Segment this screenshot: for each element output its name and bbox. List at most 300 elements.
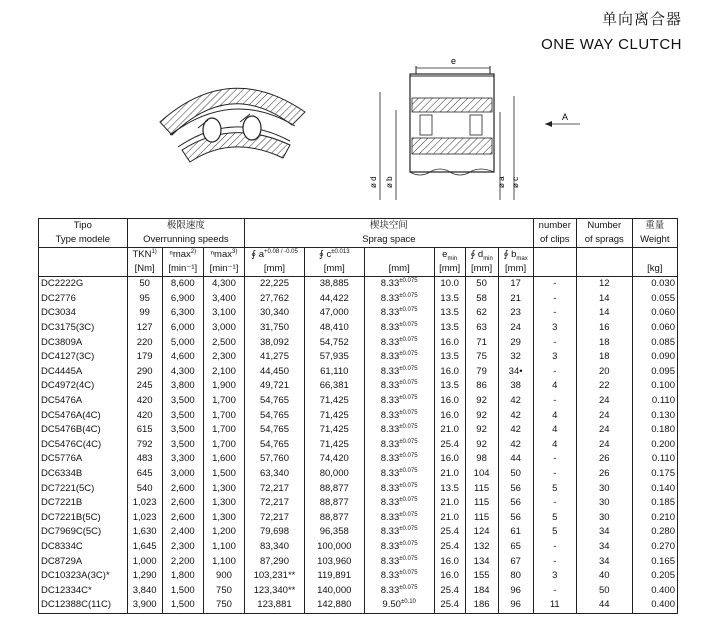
cell-clips: 4 [533, 423, 576, 438]
cell-a: 54,765 [245, 438, 305, 453]
cell-d: 50 [465, 277, 498, 292]
cell-clips: - [533, 292, 576, 307]
cell-w: 0.060 [632, 306, 677, 321]
cell-a: 72,217 [245, 511, 305, 526]
cell-b: 61 [498, 525, 533, 540]
cell-sprags: 20 [576, 365, 632, 380]
cell-type: DC5476A [39, 394, 128, 409]
cell-c: 54,752 [304, 335, 364, 350]
cell-sprags: 34 [576, 540, 632, 555]
cell-s: $8.33^{\pm 0.075}$ [364, 292, 434, 307]
cell-n2: 1,100 [203, 540, 244, 555]
cell-w: 0.400 [632, 598, 677, 613]
cell-a: 54,765 [245, 423, 305, 438]
cell-type: DC4445A [39, 365, 128, 380]
cell-clips: 3 [533, 321, 576, 336]
cell-n2: 1,600 [203, 452, 244, 467]
cell-type: DC8729A [39, 554, 128, 569]
cell-n2: 1,700 [203, 394, 244, 409]
cell-sprags: 40 [576, 569, 632, 584]
cell-s: $8.33^{\pm 0.075}$ [364, 423, 434, 438]
cell-type: DC7969C(5C) [39, 525, 128, 540]
cell-n2: 1,300 [203, 511, 244, 526]
cell-clips: - [533, 394, 576, 409]
cell-s: $8.33^{\pm 0.075}$ [364, 394, 434, 409]
cell-sprags: 14 [576, 292, 632, 307]
cell-sprags: 34 [576, 554, 632, 569]
cell-e: 10.0 [434, 277, 465, 292]
table-row [39, 511, 678, 526]
cell-d: 184 [465, 583, 498, 598]
cell-c: 80,000 [304, 467, 364, 482]
cell-n1: 3,500 [162, 408, 203, 423]
cell-a: 54,765 [245, 394, 305, 409]
cell-e: 13.5 [434, 350, 465, 365]
header-nmax-3: ⁿmax$^{3)}$ [min⁻¹] [203, 248, 244, 277]
cell-clips: 11 [533, 598, 576, 613]
cell-b: 56 [498, 481, 533, 496]
header-sprag-space: 楔块空间 Sprag space [245, 219, 534, 248]
dim-b-label: ø b [385, 176, 394, 188]
cell-e: 13.5 [434, 306, 465, 321]
cell-c: 140,000 [304, 583, 364, 598]
specification-table [38, 218, 678, 614]
cell-w: 0.185 [632, 496, 677, 511]
cell-s: $8.33^{\pm 0.075}$ [364, 511, 434, 526]
cell-tkn: 1,023 [127, 496, 162, 511]
cell-clips: 5 [533, 511, 576, 526]
cell-c: 96,358 [304, 525, 364, 540]
cell-c: 88,877 [304, 481, 364, 496]
table-row [39, 379, 678, 394]
cell-e: 13.5 [434, 292, 465, 307]
cell-clips: - [533, 467, 576, 482]
cell-clips: - [533, 496, 576, 511]
cell-s: $8.33^{\pm 0.075}$ [364, 525, 434, 540]
cell-c: 66,381 [304, 379, 364, 394]
table-row [39, 306, 678, 321]
cell-e: 25.4 [434, 598, 465, 613]
table-row [39, 598, 678, 613]
cell-w: 0.110 [632, 452, 677, 467]
cell-type: DC12388C(11C) [39, 598, 128, 613]
cell-s: $8.33^{\pm 0.075}$ [364, 408, 434, 423]
header-dia-c: ∮ $c^{\pm 0.013}$ [mm] [304, 248, 364, 277]
cell-tkn: 179 [127, 350, 162, 365]
cell-n2: 1,300 [203, 496, 244, 511]
cell-clips: 4 [533, 379, 576, 394]
cell-n1: 1,500 [162, 583, 203, 598]
cell-s: $8.33^{\pm 0.075}$ [364, 467, 434, 482]
cell-c: 74,420 [304, 452, 364, 467]
cell-type: DC3034 [39, 306, 128, 321]
cell-n2: 4,300 [203, 277, 244, 292]
cell-n1: 3,300 [162, 452, 203, 467]
cell-b: 42 [498, 438, 533, 453]
cell-tkn: 1,290 [127, 569, 162, 584]
cell-tkn: 99 [127, 306, 162, 321]
cell-w: 0.030 [632, 277, 677, 292]
cell-clips: 5 [533, 481, 576, 496]
cell-n1: 4,300 [162, 365, 203, 380]
cell-sprags: 24 [576, 408, 632, 423]
cell-s: $8.33^{\pm 0.075}$ [364, 277, 434, 292]
cell-b: 96 [498, 598, 533, 613]
cell-tkn: 645 [127, 467, 162, 482]
cell-n2: 750 [203, 598, 244, 613]
cell-e: 16.0 [434, 394, 465, 409]
cell-c: 71,425 [304, 394, 364, 409]
cell-d: 92 [465, 394, 498, 409]
cell-n1: 6,300 [162, 306, 203, 321]
cell-a: 22,225 [245, 277, 305, 292]
cell-a: 49,721 [245, 379, 305, 394]
cell-e: 25.4 [434, 525, 465, 540]
cell-clips: 4 [533, 408, 576, 423]
dim-a-arrow-label: A [562, 112, 569, 122]
cell-w: 0.165 [632, 554, 677, 569]
cell-d: 86 [465, 379, 498, 394]
cell-d: 79 [465, 365, 498, 380]
cell-n2: 3,000 [203, 321, 244, 336]
cell-w: 0.400 [632, 583, 677, 598]
cell-clips: 5 [533, 525, 576, 540]
cell-sprags: 18 [576, 335, 632, 350]
cell-type: DC4127(3C) [39, 350, 128, 365]
cell-n1: 4,600 [162, 350, 203, 365]
cell-sprags: 14 [576, 306, 632, 321]
cell-d: 71 [465, 335, 498, 350]
cell-type: DC4972(4C) [39, 379, 128, 394]
cell-b: 65 [498, 540, 533, 555]
cell-d: 132 [465, 540, 498, 555]
cell-a: 30,340 [245, 306, 305, 321]
cell-s: $8.33^{\pm 0.075}$ [364, 365, 434, 380]
header-number-of-sprags: Number of sprags [576, 219, 632, 248]
cell-n2: 1,500 [203, 467, 244, 482]
table-row [39, 452, 678, 467]
cell-tkn: 3,840 [127, 583, 162, 598]
cell-b: 32 [498, 350, 533, 365]
cell-a: 87,290 [245, 554, 305, 569]
cell-tkn: 420 [127, 394, 162, 409]
cell-sprags: 50 [576, 583, 632, 598]
table-row [39, 408, 678, 423]
cell-n2: 3,100 [203, 306, 244, 321]
cell-b: 23 [498, 306, 533, 321]
cell-n1: 2,600 [162, 481, 203, 496]
cell-sprags: 22 [576, 379, 632, 394]
cell-w: 0.175 [632, 467, 677, 482]
cell-d: 186 [465, 598, 498, 613]
cell-w: 0.180 [632, 423, 677, 438]
cell-d: 63 [465, 321, 498, 336]
cell-tkn: 245 [127, 379, 162, 394]
cell-a: 27,762 [245, 292, 305, 307]
table-row [39, 277, 678, 292]
cell-a: 41,275 [245, 350, 305, 365]
cell-sprags: 30 [576, 511, 632, 526]
cell-clips: - [533, 335, 576, 350]
cell-b: 21 [498, 292, 533, 307]
cell-s: $9.50^{\pm 0.10}$ [364, 598, 434, 613]
cell-d: 155 [465, 569, 498, 584]
cell-e: 13.5 [434, 321, 465, 336]
cell-a: 103,231** [245, 569, 305, 584]
cell-s: $8.33^{\pm 0.075}$ [364, 554, 434, 569]
cell-n2: 1,700 [203, 408, 244, 423]
cell-sprags: 12 [576, 277, 632, 292]
cell-e: 25.4 [434, 438, 465, 453]
cell-type: DC12334C* [39, 583, 128, 598]
cell-b: 56 [498, 511, 533, 526]
cell-sprags: 24 [576, 438, 632, 453]
cell-type: DC7221B [39, 496, 128, 511]
cell-clips: - [533, 365, 576, 380]
cell-s: $8.33^{\pm 0.075}$ [364, 452, 434, 467]
title-chinese: 单向离合器 [601, 11, 682, 28]
cell-w: 0.140 [632, 481, 677, 496]
header-weight-unit: [kg] [632, 248, 677, 277]
cell-clips: - [533, 540, 576, 555]
cell-n2: 3,400 [203, 292, 244, 307]
cell-b: 56 [498, 496, 533, 511]
cell-type: DC10323A(3C)* [39, 569, 128, 584]
cell-type: DC7221B(5C) [39, 511, 128, 526]
cell-n1: 3,500 [162, 423, 203, 438]
cell-e: 25.4 [434, 583, 465, 598]
cell-type: DC3175(3C) [39, 321, 128, 336]
cell-n1: 2,300 [162, 540, 203, 555]
cell-s: $8.33^{\pm 0.075}$ [364, 306, 434, 321]
cell-b: 38 [498, 379, 533, 394]
cell-w: 0.060 [632, 321, 677, 336]
cell-w: 0.095 [632, 365, 677, 380]
cell-e: 13.5 [434, 481, 465, 496]
table-row [39, 496, 678, 511]
cell-clips: 3 [533, 350, 576, 365]
cell-sprags: 34 [576, 525, 632, 540]
cell-n2: 2,500 [203, 335, 244, 350]
cell-type: DC7221(5C) [39, 481, 128, 496]
cell-d: 92 [465, 423, 498, 438]
table-body [39, 277, 678, 614]
cell-type: DC5476B(4C) [39, 423, 128, 438]
cross-section-view [380, 66, 580, 200]
cell-type: DC2222G [39, 277, 128, 292]
cell-type: DC5476A(4C) [39, 408, 128, 423]
cell-s: $8.33^{\pm 0.075}$ [364, 379, 434, 394]
cell-w: 0.280 [632, 525, 677, 540]
cell-c: 57,935 [304, 350, 364, 365]
cell-d: 104 [465, 467, 498, 482]
header-weight: 重量 Weight [632, 219, 677, 248]
cell-s: $8.33^{\pm 0.075}$ [364, 350, 434, 365]
cell-sprags: 24 [576, 394, 632, 409]
table-row [39, 481, 678, 496]
dim-d-label: ø d [369, 176, 378, 188]
cell-tkn: 1,630 [127, 525, 162, 540]
cell-tkn: 420 [127, 408, 162, 423]
cell-b: 42 [498, 394, 533, 409]
cell-s: $8.33^{\pm 0.075}$ [364, 496, 434, 511]
header-d-min: ∮ $d_{min}$ [mm] [465, 248, 498, 277]
header-sprag-mm: [mm] [364, 248, 434, 277]
cell-b: 29 [498, 335, 533, 350]
table-row [39, 467, 678, 482]
cell-w: 0.100 [632, 379, 677, 394]
cell-sprags: 30 [576, 496, 632, 511]
cell-d: 115 [465, 511, 498, 526]
cell-b: 24 [498, 321, 533, 336]
cell-e: 16.0 [434, 569, 465, 584]
cell-w: 0.270 [632, 540, 677, 555]
cell-d: 92 [465, 438, 498, 453]
cell-n1: 8,600 [162, 277, 203, 292]
cell-c: 61,110 [304, 365, 364, 380]
cell-e: 16.0 [434, 452, 465, 467]
cell-c: 88,877 [304, 496, 364, 511]
cell-n2: 1,100 [203, 554, 244, 569]
cell-tkn: 95 [127, 292, 162, 307]
cell-c: 48,410 [304, 321, 364, 336]
cell-sprags: 24 [576, 423, 632, 438]
cell-clips: - [533, 452, 576, 467]
cell-type: DC2776 [39, 292, 128, 307]
cell-type: DC3809A [39, 335, 128, 350]
cell-c: 71,425 [304, 423, 364, 438]
cell-n1: 2,200 [162, 554, 203, 569]
cell-clips: - [533, 277, 576, 292]
table-row [39, 321, 678, 336]
cell-c: 71,425 [304, 438, 364, 453]
cell-b: 80 [498, 569, 533, 584]
cell-b: 42 [498, 408, 533, 423]
cell-c: 103,960 [304, 554, 364, 569]
table-row [39, 335, 678, 350]
cell-s: $8.33^{\pm 0.075}$ [364, 583, 434, 598]
cell-w: 0.210 [632, 511, 677, 526]
cell-tkn: 50 [127, 277, 162, 292]
cell-c: 38,885 [304, 277, 364, 292]
cell-w: 0.205 [632, 569, 677, 584]
cell-s: $8.33^{\pm 0.075}$ [364, 438, 434, 453]
cell-s: $8.33^{\pm 0.075}$ [364, 540, 434, 555]
cell-s: $8.33^{\pm 0.075}$ [364, 321, 434, 336]
cell-sprags: 16 [576, 321, 632, 336]
table-row [39, 292, 678, 307]
cell-e: 16.0 [434, 554, 465, 569]
cell-sprags: 26 [576, 452, 632, 467]
cell-n1: 3,500 [162, 438, 203, 453]
cell-s: $8.33^{\pm 0.075}$ [364, 335, 434, 350]
table-row [39, 394, 678, 409]
cell-n1: 1,800 [162, 569, 203, 584]
cell-e: 21.0 [434, 467, 465, 482]
cell-d: 115 [465, 481, 498, 496]
cell-c: 44,422 [304, 292, 364, 307]
dim-e-label: e [451, 56, 457, 66]
cell-clips: - [533, 583, 576, 598]
table-row [39, 350, 678, 365]
cell-a: 123,340** [245, 583, 305, 598]
cell-n1: 6,000 [162, 321, 203, 336]
cell-b: 17 [498, 277, 533, 292]
cell-w: 0.130 [632, 408, 677, 423]
header-overrunning-speeds: 极限速度 Overrunning speeds [127, 219, 244, 248]
cell-n2: 900 [203, 569, 244, 584]
cell-b: 42 [498, 423, 533, 438]
cell-e: 25.4 [434, 540, 465, 555]
cell-n1: 2,600 [162, 511, 203, 526]
header-b-max: ∮ $b_{max}$ [mm] [498, 248, 533, 277]
cell-d: 62 [465, 306, 498, 321]
cell-tkn: 1,645 [127, 540, 162, 555]
cell-w: 0.200 [632, 438, 677, 453]
cell-e: 16.0 [434, 335, 465, 350]
cell-a: 31,750 [245, 321, 305, 336]
cell-e: 21.0 [434, 423, 465, 438]
cell-n1: 5,000 [162, 335, 203, 350]
cell-d: 98 [465, 452, 498, 467]
cell-a: 123,881 [245, 598, 305, 613]
table-row [39, 569, 678, 584]
header-type: Tipo Type modele [39, 219, 128, 248]
cell-clips: 4 [533, 438, 576, 453]
cell-n2: 1,900 [203, 379, 244, 394]
dim-a-label: ø a [497, 176, 506, 188]
table-row [39, 423, 678, 438]
cell-tkn: 127 [127, 321, 162, 336]
table-row [39, 540, 678, 555]
cell-sprags: 44 [576, 598, 632, 613]
cell-e: 13.5 [434, 379, 465, 394]
sprag-section-view [160, 88, 305, 162]
header-nmax-2: ⁿmax$^{2)}$ [min⁻¹] [162, 248, 203, 277]
cell-tkn: 3,900 [127, 598, 162, 613]
table-row [39, 554, 678, 569]
cell-n1: 3,500 [162, 394, 203, 409]
cell-s: $8.33^{\pm 0.075}$ [364, 569, 434, 584]
header-dia-a: ∮ $a^{+0.08 / -0.05}$ [mm] [245, 248, 305, 277]
cell-tkn: 1,000 [127, 554, 162, 569]
cell-d: 124 [465, 525, 498, 540]
cell-e: 16.0 [434, 365, 465, 380]
cell-tkn: 483 [127, 452, 162, 467]
cell-b: 96 [498, 583, 533, 598]
cell-a: 79,698 [245, 525, 305, 540]
cell-n2: 2,100 [203, 365, 244, 380]
cell-a: 72,217 [245, 481, 305, 496]
cell-sprags: 30 [576, 481, 632, 496]
cell-n1: 3,800 [162, 379, 203, 394]
cell-w: 0.090 [632, 350, 677, 365]
cell-tkn: 220 [127, 335, 162, 350]
cell-n1: 6,900 [162, 292, 203, 307]
cell-tkn: 1,023 [127, 511, 162, 526]
cell-type: DC5476C(4C) [39, 438, 128, 453]
cell-n1: 2,400 [162, 525, 203, 540]
cell-w: 0.110 [632, 394, 677, 409]
header-number-of-clips: number of clips [533, 219, 576, 248]
table-row [39, 583, 678, 598]
cell-d: 75 [465, 350, 498, 365]
table-row [39, 365, 678, 380]
cell-n1: 1,500 [162, 598, 203, 613]
cell-c: 119,891 [304, 569, 364, 584]
cell-sprags: 18 [576, 350, 632, 365]
cell-b: 50 [498, 467, 533, 482]
